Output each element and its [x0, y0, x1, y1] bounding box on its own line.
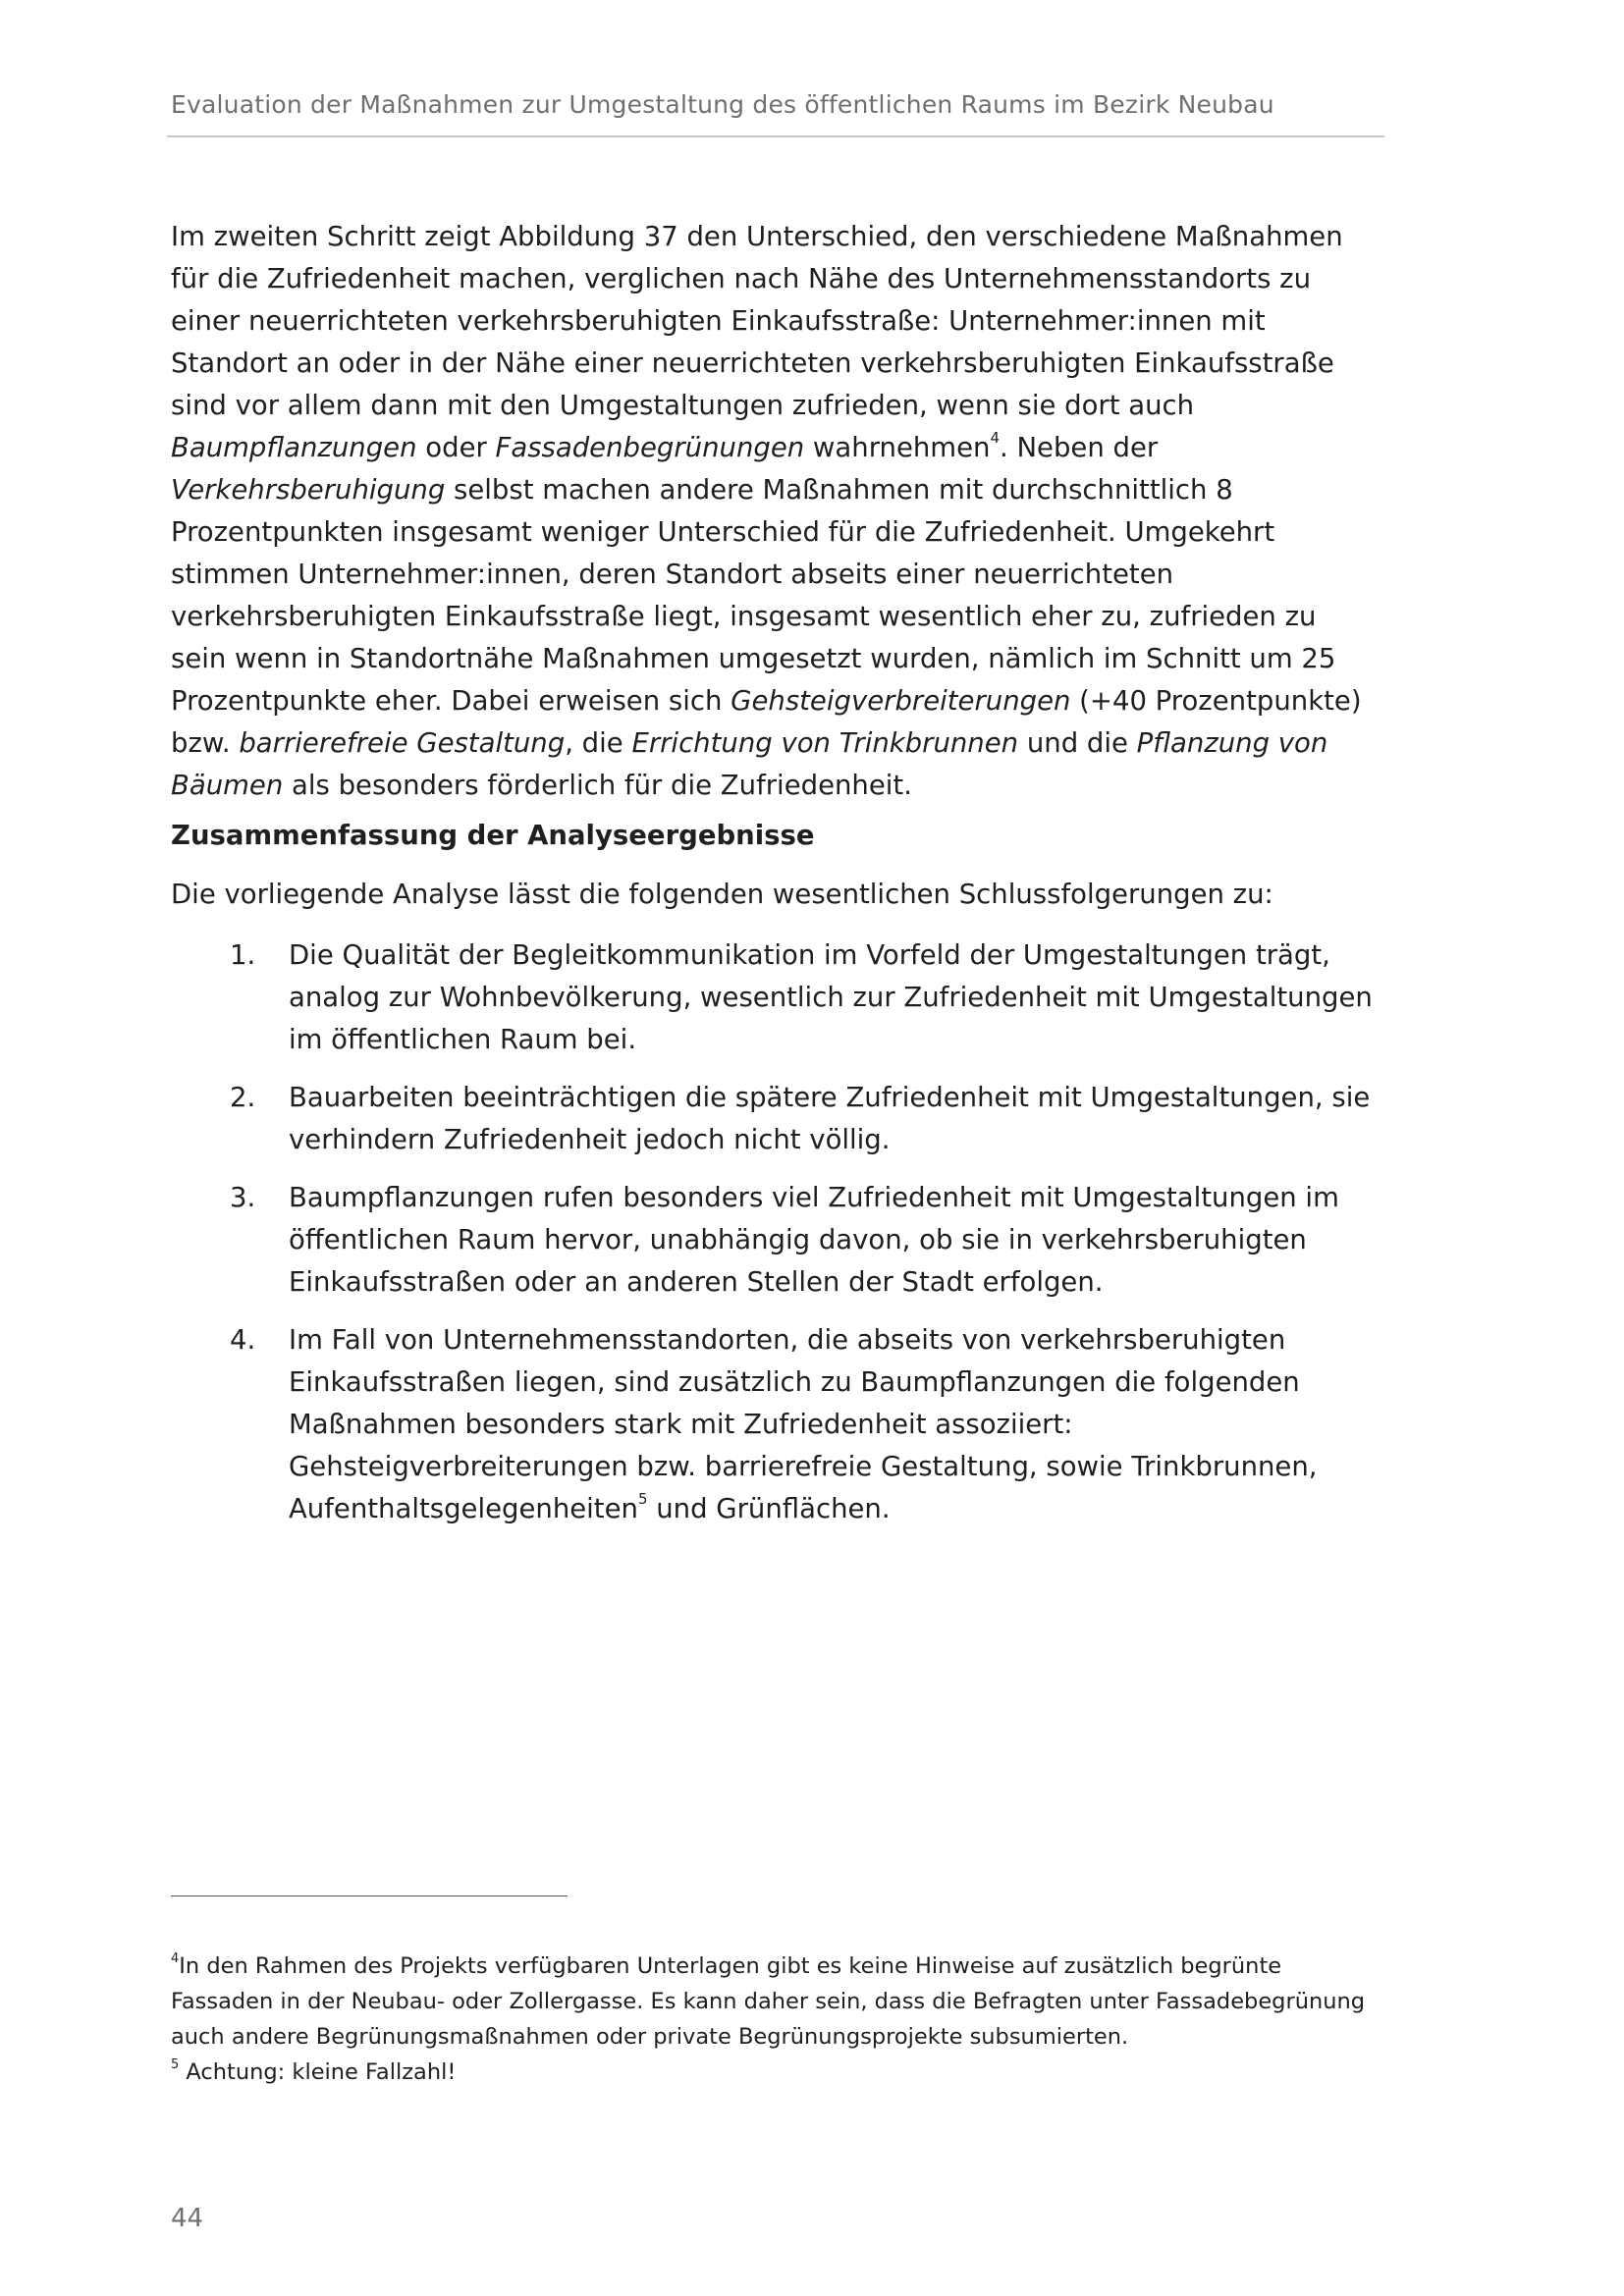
emphasis-trinkbrunnen: Errichtung von Trinkbrunnen [631, 727, 1019, 759]
footnote-5 [171, 2055, 1388, 2090]
list-item [171, 1319, 1379, 1530]
emphasis-barrierefreie-gestaltung: barrierefreie Gestaltung [239, 727, 566, 759]
text-run: . Neben der [1000, 432, 1159, 463]
footnotes [171, 1949, 1388, 2090]
conclusions-list [171, 934, 1379, 1546]
paragraph-text [171, 216, 1379, 807]
body-paragraph [171, 216, 1379, 807]
summary-intro: Die vorliegende Analyse lässt die folgenden wesentlichen Schlussfolgerungen zu: [171, 879, 1273, 910]
emphasis-fassadenbegruenungen: Fassadenbegrünungen [495, 432, 805, 463]
footnote-4 [171, 1949, 1388, 2055]
running-header: Evaluation der Maßnahmen zur Umgestaltung des öffentlichen Raums im Bezirk Neubau [171, 90, 1274, 119]
emphasis-gehsteigverbreiterungen: Gehsteigverbreiterungen [731, 685, 1071, 717]
section-heading: Zusammenfassung der Analyseergebnisse [171, 820, 815, 851]
text-run: oder [416, 432, 496, 463]
text-run: (+40 Prozentpunkte) bzw. [171, 685, 1362, 759]
list-item [171, 1077, 1379, 1161]
page-number: 44 [171, 2204, 204, 2233]
text-run: als besonders förderlich für die Zufriedenheit. [283, 770, 912, 801]
list-number: 2. [230, 1082, 256, 1113]
emphasis-pflanzung-baeume: Pflanzung von Bäumen [171, 727, 1328, 801]
header-divider [167, 135, 1384, 137]
list-item-text: Baumpflanzungen rufen besonders viel Zufriedenheit mit Umgestaltungen im öffentlichen Raum hervor, unabhängig davon, ob sie in verkehrsberuhigten Einkaufsstraßen oder an anderen Stellen der Stadt erfolgen. [289, 1182, 1339, 1298]
footnote-4-text: In den Rahmen des Projekts verfügbaren Unterlagen gibt es keine Hinweise auf zusätzlich begrünte Fassaden in der Neubau- oder Zollergasse. Es kann daher sein, dass die Befragten unter Fassadebegrünung auch andere Begrünungsmaßnahmen oder private Begrünungsprojekte subsumierten. [171, 1953, 1366, 2050]
list-item-text: Bauarbeiten beeinträchtigen die spätere Zufriedenheit mit Umgestaltungen, sie verhindern Zufriedenheit jedoch nicht völlig. [289, 1082, 1371, 1155]
text-run: , die [565, 727, 632, 759]
footnote-mark-5: 5 [171, 2056, 180, 2072]
text-run: Im zweiten Schritt zeigt Abbildung 37 den Unterschied, den verschiedene Maßnahmen für die Zufriedenheit machen, verglichen nach Nähe des Unternehmensstandorts zu einer neuerrichteten verkehrsberuhigten Einkaufsstraße: Unternehmer:innen mit Standort an oder in der Nähe einer neuerrichteten verkehrsberuhigten Einkaufsstraße sind vor allem dann mit den Umgestaltungen zufrieden, wenn sie dort auch [171, 221, 1343, 421]
footnote-mark-4: 4 [171, 1950, 180, 1966]
list-number: 3. [230, 1182, 256, 1213]
text-run: selbst machen andere Maßnahmen mit durchschnittlich 8 Prozentpunkten insgesamt weniger Unterschied für die Zufriedenheit. Umgekehrt stimmen Unternehmer:innen, deren Standort abseits einer neuerrichteten verkehrsberuhigten Einkaufsstraße liegt, insgesamt wesentlich eher zu, zufrieden zu sein wenn in Standortnähe Maßnahmen umgesetzt wurden, nämlich im Schnitt um 25 Prozentpunkte eher. Dabei erweisen sich [171, 474, 1336, 717]
list-item-text: Im Fall von Unternehmensstandorten, die abseits von verkehrsberuhigten Einkaufsstraßen liegen, sind zusätzlich zu Baumpflanzungen die folgenden Maßnahmen besonders stark mit Zufriedenheit assoziiert: Gehsteigverbreiterungen bzw. barrierefreie Gestaltung, sowie Trinkbrunnen, Aufenthaltsgelegenheiten [289, 1324, 1318, 1524]
list-number: 4. [230, 1324, 256, 1356]
text-run: und die [1018, 727, 1137, 759]
footnote-5-text: Achtung: kleine Fallzahl! [179, 2059, 457, 2085]
emphasis-verkehrsberuhigung: Verkehrsberuhigung [171, 474, 446, 506]
footnote-ref-5[interactable]: 5 [637, 1489, 648, 1508]
list-item-text-tail: und Grünflächen. [647, 1493, 891, 1524]
emphasis-baumpflanzungen: Baumpflanzungen [171, 432, 417, 463]
text-run: wahrnehmen [804, 432, 991, 463]
list-item [171, 934, 1379, 1061]
list-item [171, 1177, 1379, 1304]
footnote-ref-4[interactable]: 4 [990, 428, 1000, 447]
list-number: 1. [230, 939, 256, 971]
list-item-text: Die Qualität der Begleitkommunikation im Vorfeld der Umgestaltungen trägt, analog zur Wohnbevölkerung, wesentlich zur Zufriedenheit mit Umgestaltungen im öffentlichen Raum bei. [289, 939, 1373, 1055]
